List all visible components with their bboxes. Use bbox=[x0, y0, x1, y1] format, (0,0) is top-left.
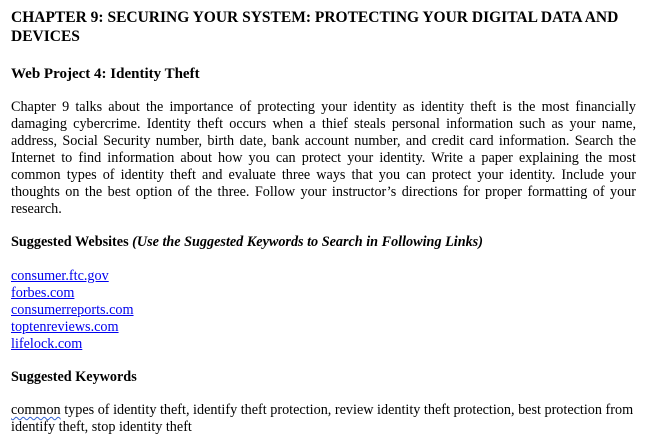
suggested-keywords-text bbox=[11, 402, 636, 436]
list-item bbox=[11, 336, 636, 353]
assignment-paragraph: Chapter 9 talks about the importance of protecting your identity as identity theft is the most financially damaging cybercrime. Identity theft occurs when a thief steals personal information such as your name, address, Social Security number, birth date, bank account number, and credit card information. Search the Internet to find information about how you can protect your identity. Write a paper explaining the most common types of identity theft and evaluate three ways that you can protect your identity. Include your thoughts on the best option of the three. Follow your instructor’s directions for proper formatting of your research. bbox=[11, 99, 636, 217]
link-toptenreviews-com[interactable]: toptenreviews.com bbox=[11, 319, 119, 335]
link-consumerreports-com[interactable]: consumerreports.com bbox=[11, 302, 134, 318]
suggested-websites-label: Suggested Websites bbox=[11, 234, 129, 250]
link-lifelock-com[interactable]: lifelock.com bbox=[11, 336, 83, 352]
project-title: Web Project 4: Identity Theft bbox=[11, 66, 200, 82]
list-item bbox=[11, 268, 636, 285]
website-links-list bbox=[11, 268, 636, 353]
suggested-keywords-heading: Suggested Keywords bbox=[11, 369, 137, 385]
list-item bbox=[11, 319, 636, 336]
chapter-title: CHAPTER 9: SECURING YOUR SYSTEM: PROTECTING YOUR DIGITAL DATA AND DEVICES bbox=[11, 9, 619, 45]
list-item bbox=[11, 285, 636, 302]
keywords-remainder: types of identity theft, identify theft protection, review identity theft protection, best protection from identify theft, stop identity theft bbox=[11, 402, 634, 435]
link-consumer-ftc-gov[interactable]: consumer.ftc.gov bbox=[11, 268, 109, 284]
list-item bbox=[11, 302, 636, 319]
suggested-websites-note: (Use the Suggested Keywords to Search in Following Links) bbox=[132, 234, 483, 250]
link-forbes-com[interactable]: forbes.com bbox=[11, 285, 75, 301]
suggested-websites-heading bbox=[11, 234, 636, 251]
document-page bbox=[11, 8, 636, 436]
spellcheck-flagged-word[interactable]: common bbox=[11, 402, 61, 418]
